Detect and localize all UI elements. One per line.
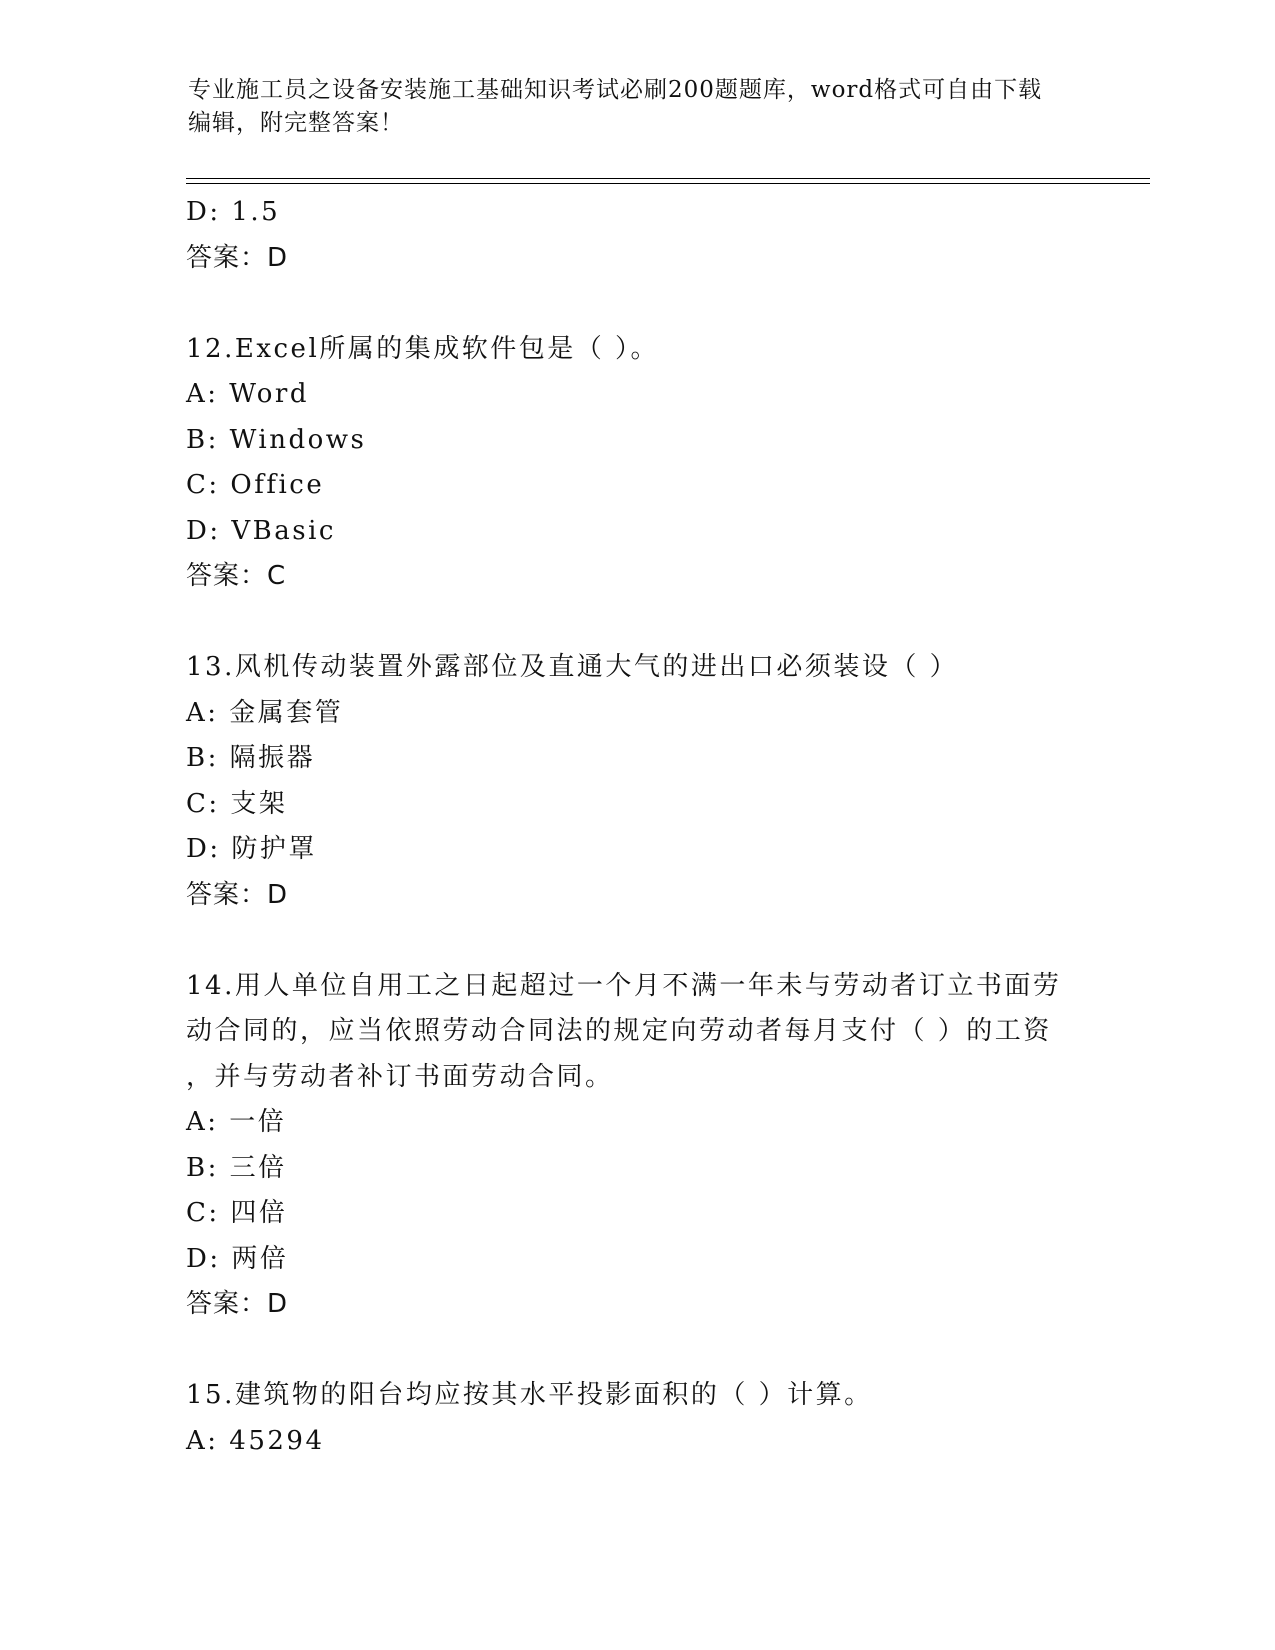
answer: 答案：D [186,879,289,910]
question-stem-line-2: 动合同的，应当依照劳动合同法的规定向劳动者每月支付（ ）的工资 [186,1016,1052,1046]
question-stem-line-1: 14.用人单位自用工之日起超过一个月不满一年未与劳动者订立书面劳 [186,970,1062,1001]
option-a: A: Word [186,379,309,409]
option-c: C: 支架 [186,788,288,819]
question-stem: 12.Excel所属的集成软件包是（ ）。 [186,333,660,364]
spacer [186,918,1086,964]
answer: 答案：D [186,1289,289,1319]
question-stem-line-3: ，并与劳动者补订书面劳动合同。 [186,1061,614,1092]
question-stem: 15.建筑物的阳台均应按其水平投影面积的（ ）计算。 [186,1380,873,1410]
header-divider-top [186,178,1150,179]
question-12 [186,327,1086,600]
option-a: A: 金属套管 [186,697,344,728]
option-d: D: 两倍 [186,1243,289,1274]
header-line-1: 专业施工员之设备安装施工基础知识考试必刷200题题库，word格式可自由下载 [188,77,1043,103]
header-line-2: 编辑，附完整答案！ [188,110,404,136]
question-14 [186,964,1086,1328]
option-d: D: VBasic [186,515,336,546]
question-15 [186,1373,1086,1464]
option-d: D: 防护罩 [186,834,317,864]
question-13 [186,645,1086,918]
document-header [188,74,1068,140]
spacer [186,281,1086,327]
option-a: A: 一倍 [186,1107,287,1137]
answer: 答案：C [186,561,287,591]
option-b: B: 隔振器 [186,743,316,773]
option-a: A: 45294 [186,1425,325,1456]
spacer [186,600,1086,646]
carryover-answer: 答案：D [186,242,289,273]
option-c: C: Office [186,470,325,500]
option-c: C: 四倍 [186,1198,288,1228]
option-b: B: Windows [186,424,367,455]
question-list [186,190,1086,1464]
carryover-option-d: D: 1.5 [186,197,281,227]
question-stem: 13.风机传动装置外露部位及直通大气的进出口必须装设（ ） [186,652,959,682]
spacer [186,1328,1086,1374]
option-b: B: 三倍 [186,1152,287,1183]
header-divider-bottom [186,183,1150,184]
